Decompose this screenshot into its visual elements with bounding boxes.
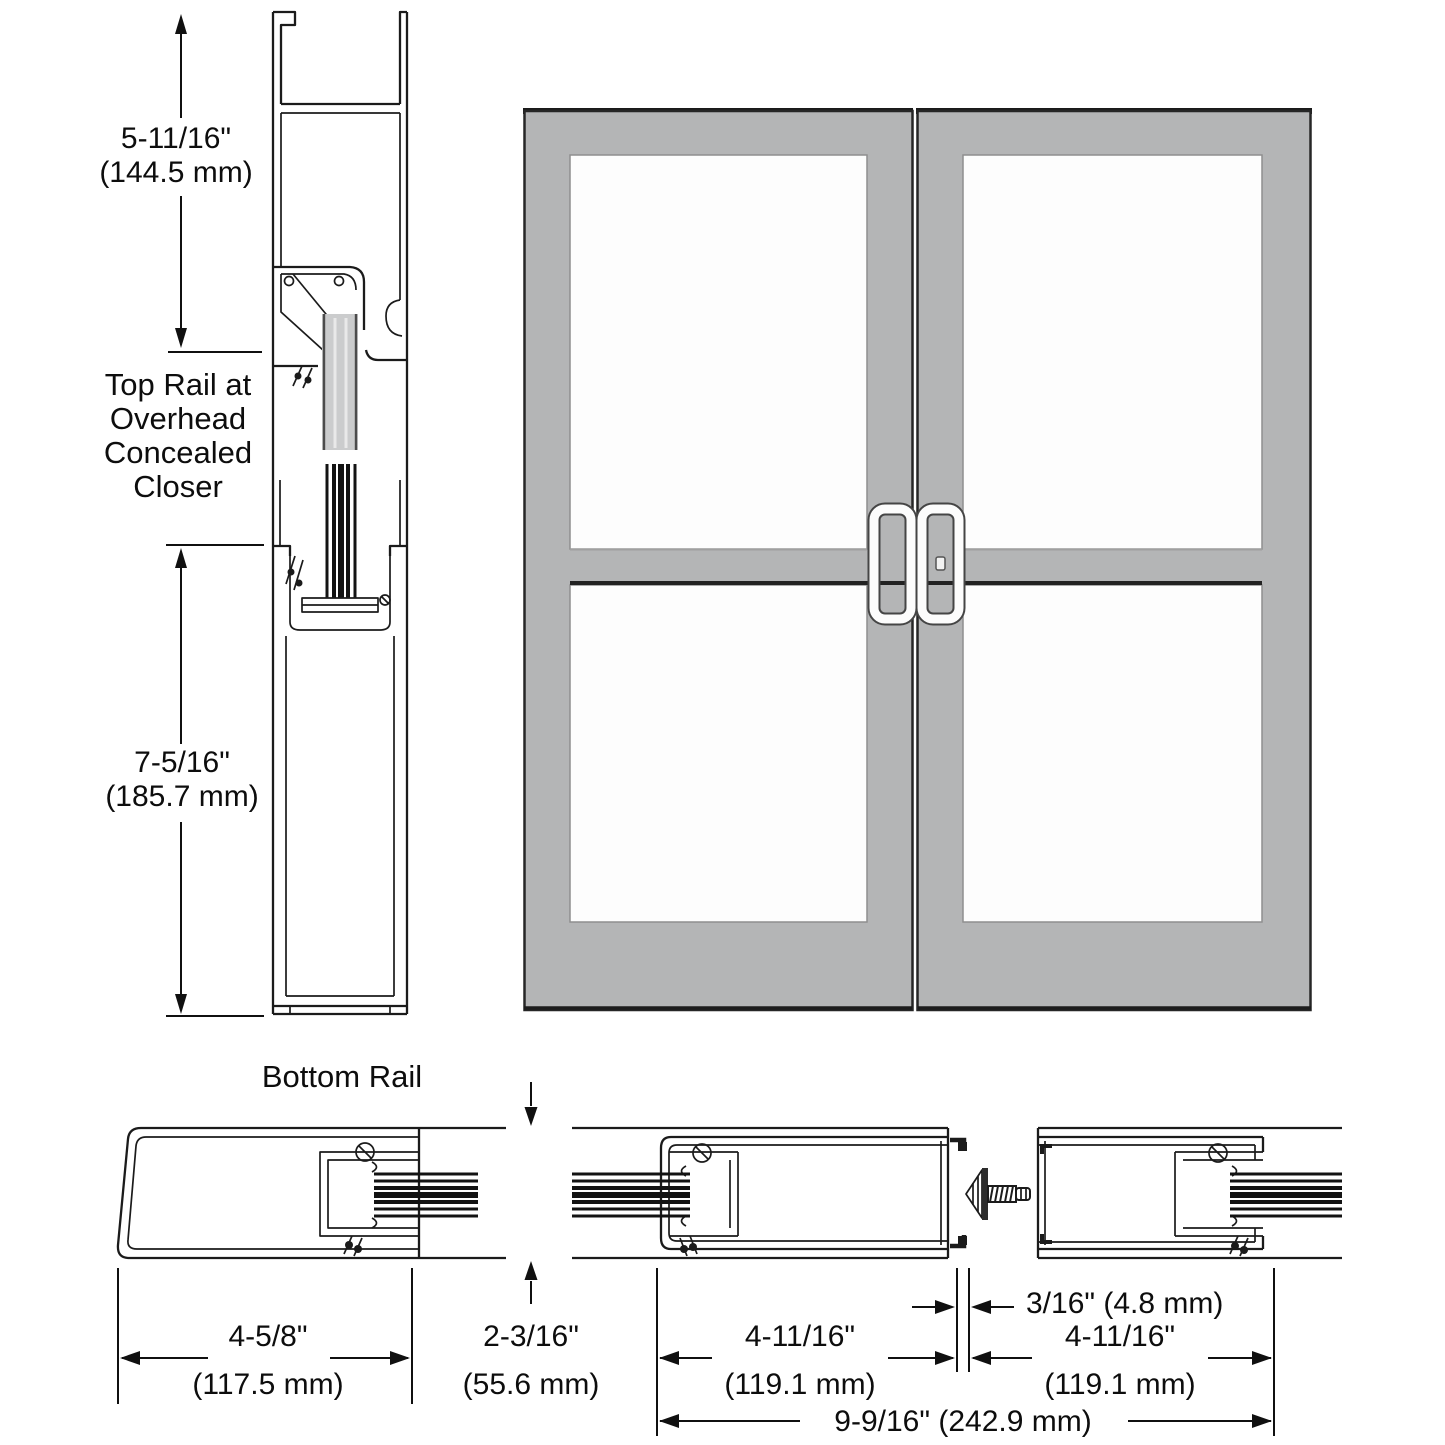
right-door-upper-glass <box>963 155 1262 549</box>
lock-cylinder-indicator <box>936 557 945 570</box>
pair-width-dim: 9-9/16" (242.9 mm) <box>834 1405 1092 1438</box>
dim-top-rail-height <box>99 14 262 352</box>
bottom-rail-label: Bottom Rail <box>261 1059 423 1094</box>
glass-section-vertical <box>322 314 358 598</box>
plan-section-meeting-stiles <box>572 1128 1342 1258</box>
inactive-stile-dim-inches: 4-11/16" <box>1064 1320 1176 1353</box>
glass-plan-hinge <box>374 1174 478 1216</box>
astragal-screw-detail <box>966 1168 1030 1220</box>
glass-edge-gray-bar <box>322 314 358 450</box>
right-door-lower-glass <box>963 585 1262 922</box>
top-rail-label-line1: Top Rail at <box>104 367 252 402</box>
top-rail-label-line3: Concealed <box>103 435 253 470</box>
dim-bottom-rail-height <box>105 545 264 1016</box>
bottom-rail-dim-inches: 7-5/16" <box>134 746 230 779</box>
hinge-stile-dim-mm: (117.5 mm) <box>192 1368 344 1401</box>
door-thickness-dim-mm: (55.6 mm) <box>462 1368 600 1401</box>
top-rail-label-line4: Closer <box>133 469 223 504</box>
hinge-stile-dim-inches: 4-5/8" <box>228 1320 308 1353</box>
dim-meeting-stiles <box>657 1268 1274 1438</box>
plan-section-hinge-stile <box>118 1128 506 1258</box>
top-rail-dim-inches: 5-11/16" <box>120 122 232 155</box>
glass-plan-inactive <box>1230 1174 1342 1216</box>
bottom-rail-dim-mm: (185.7 mm) <box>105 780 259 813</box>
left-door-lower-glass <box>570 585 867 922</box>
vertical-section-drawing <box>273 12 407 1014</box>
left-door-upper-glass <box>570 155 867 549</box>
glass-plan-active <box>572 1174 690 1216</box>
active-stile-dim-mm: (119.1 mm) <box>724 1368 876 1401</box>
top-rail-label-line2: Overhead <box>109 401 247 436</box>
inactive-stile-dim-mm: (119.1 mm) <box>1044 1368 1196 1401</box>
door-elevation <box>523 108 1312 1010</box>
active-stile-dim-inches: 4-11/16" <box>744 1320 856 1353</box>
meeting-gap-dim: 3/16" (4.8 mm) <box>1026 1287 1224 1320</box>
top-rail-dim-mm: (144.5 mm) <box>99 156 253 189</box>
top-rail-label <box>104 367 252 504</box>
door-thickness-dim-inches: 2-3/16" <box>483 1320 579 1353</box>
dim-door-thickness <box>463 1082 600 1401</box>
dim-hinge-stile-width <box>118 1268 412 1404</box>
